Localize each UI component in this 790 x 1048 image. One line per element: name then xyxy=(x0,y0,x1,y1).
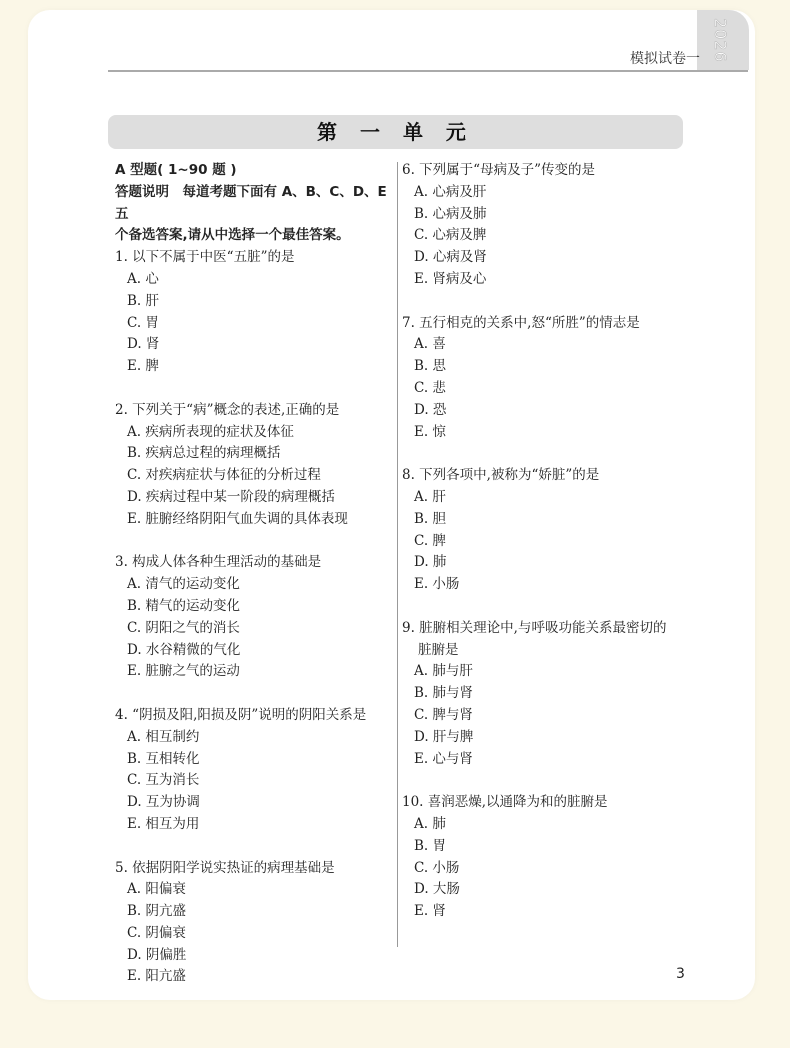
answer-option: B. 肝 xyxy=(127,292,160,309)
question-item xyxy=(402,465,687,596)
answer-option: E. 脏腑经络阴阳气血失调的具体表现 xyxy=(127,510,348,527)
question-stem: 10. 喜润恶燥,以通降为和的脏腑是 xyxy=(402,794,608,811)
answer-option: D. 水谷精微的气化 xyxy=(127,641,241,658)
answer-option: E. 心与肾 xyxy=(414,750,473,767)
answer-option: A. 清气的运动变化 xyxy=(127,576,240,593)
instructions-line: 答题说明 每道考题下面有 A、B、C、D、E 五 xyxy=(115,183,387,222)
answer-option: A. 喜 xyxy=(414,336,446,353)
answer-option: C. 互为消长 xyxy=(127,772,200,789)
answer-option: B. 阴亢盛 xyxy=(127,903,187,920)
answer-option: D. 肺 xyxy=(414,554,447,571)
answer-option: C. 对疾病症状与体征的分析过程 xyxy=(127,467,321,484)
answer-option: A. 肝 xyxy=(414,488,446,505)
answer-option: D. 心病及肾 xyxy=(414,249,487,266)
question-item xyxy=(402,792,687,923)
answer-option: B. 思 xyxy=(414,358,447,375)
answer-option: C. 心病及脾 xyxy=(414,227,487,244)
question-stem: 6. 下列属于“母病及子”传变的是 xyxy=(402,162,595,178)
question-item xyxy=(115,552,390,683)
question-item xyxy=(115,400,390,531)
answer-option: D. 阴偏胜 xyxy=(127,946,187,963)
answer-option: E. 小肠 xyxy=(414,576,460,593)
question-stem: 8. 下列各项中,被称为“娇脏”的是 xyxy=(402,467,600,484)
answer-option: A. 肺与肝 xyxy=(414,663,473,680)
instructions-line: 个备选答案,请从中选择一个最佳答案。 xyxy=(115,227,350,244)
answer-option: E. 脏腑之气的运动 xyxy=(127,663,240,680)
running-header: 模拟试卷一 xyxy=(630,51,700,67)
answer-option: E. 肾 xyxy=(414,903,446,920)
year-tab-label: 2026 xyxy=(711,18,730,63)
question-stem: 3. 构成人体各种生理活动的基础是 xyxy=(115,554,322,571)
section-title: 第 一 单 元 xyxy=(108,115,683,149)
answer-option: D. 疾病过程中某一阶段的病理概括 xyxy=(127,488,335,505)
question-item xyxy=(115,247,390,378)
answer-option: B. 互相转化 xyxy=(127,750,200,767)
answer-option: C. 小肠 xyxy=(414,859,460,876)
answer-option: E. 肾病及心 xyxy=(414,270,487,287)
left-column xyxy=(115,160,390,988)
answer-option: E. 脾 xyxy=(127,358,159,375)
answer-option: C. 阴偏衰 xyxy=(127,924,186,941)
answer-option: A. 疾病所表现的症状及体征 xyxy=(127,423,294,440)
question-item xyxy=(115,858,390,989)
question-item xyxy=(402,618,687,771)
answer-option: C. 脾 xyxy=(414,532,446,549)
answer-option: B. 精气的运动变化 xyxy=(127,597,241,614)
answer-option: C. 悲 xyxy=(414,379,446,396)
header-rule xyxy=(108,70,748,72)
question-stem: 5. 依据阴阳学说实热证的病理基础是 xyxy=(115,859,335,876)
answer-option: D. 肾 xyxy=(127,336,160,353)
answer-option: B. 肺与肾 xyxy=(414,685,474,702)
question-stem: 脏腑是 xyxy=(418,641,459,658)
right-column xyxy=(402,160,687,923)
question-stem: 7. 五行相克的关系中,怒“所胜”的情志是 xyxy=(402,314,640,331)
answer-option: B. 疾病总过程的病理概括 xyxy=(127,445,281,462)
answer-option: E. 阳亢盛 xyxy=(127,968,186,985)
question-type-label: A 型题( 1~90 题 ) xyxy=(115,162,237,178)
answer-option: C. 阴阳之气的消长 xyxy=(127,619,240,636)
question-item xyxy=(402,160,687,291)
question-item xyxy=(115,705,390,836)
answer-option: A. 心病及肝 xyxy=(414,183,487,200)
answer-option: C. 胃 xyxy=(127,314,159,331)
question-item xyxy=(402,313,687,444)
answer-option: D. 肝与脾 xyxy=(414,728,474,745)
year-tab xyxy=(697,10,749,70)
answer-option: B. 心病及肺 xyxy=(414,205,487,222)
answer-option: A. 阳偏衰 xyxy=(127,881,186,898)
answer-option: A. 相互制约 xyxy=(127,728,200,745)
answer-option: D. 大肠 xyxy=(414,881,460,898)
answer-option: D. 恐 xyxy=(414,401,447,418)
answer-option: C. 脾与肾 xyxy=(414,706,473,723)
answer-option: A. 心 xyxy=(127,270,159,287)
answer-option: B. 胃 xyxy=(414,837,447,854)
answer-option: B. 胆 xyxy=(414,510,447,527)
answer-option: A. 肺 xyxy=(414,815,446,832)
answer-option: E. 相互为用 xyxy=(127,815,200,832)
question-stem: 9. 脏腑相关理论中,与呼吸功能关系最密切的 xyxy=(402,619,667,636)
question-stem: 4. “阴损及阳,阳损及阴”说明的阴阳关系是 xyxy=(115,706,367,723)
column-divider xyxy=(397,162,398,947)
question-stem: 1. 以下不属于中医“五脏”的是 xyxy=(115,249,295,266)
page-number: 3 xyxy=(676,966,685,982)
question-stem: 2. 下列关于“病”概念的表述,正确的是 xyxy=(115,401,340,418)
answer-option: D. 互为协调 xyxy=(127,794,200,811)
answer-option: E. 惊 xyxy=(414,423,446,440)
